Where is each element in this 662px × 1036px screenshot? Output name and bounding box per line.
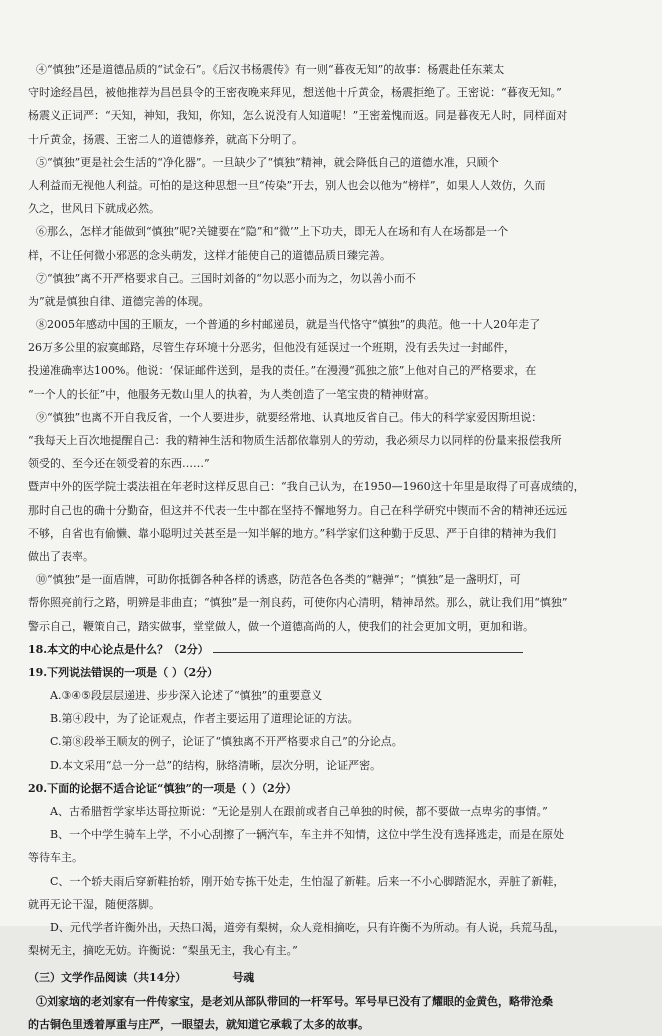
paragraph-8-line: “一个人的长征”中，他服务无数山里人的执着，为人类创造了一笔宝贵的精神财富。 <box>28 387 436 401</box>
question-20-option-d: D、元代学者许衡外出，天热口渴，道旁有梨树，众人竞相摘吃，只有许衡不为所动。有人说，兵荒马乱， <box>50 920 565 934</box>
exam-content <box>28 58 640 1036</box>
paragraph-7-line: ⑦“慎独”离不开严格要求自己。三国时刘备的“勿以恶小而为之，勿以善小而不 <box>36 271 416 285</box>
question-20-option-b: B、一个中学生骑车上学，不小心刮擦了一辆汽车，车主并不知情，这位中学生没有选择逃走，而是在原处 <box>50 828 565 842</box>
question-20-option-b-cont: 等待车主。 <box>28 851 83 865</box>
paragraph-4-line: ④“慎独”还是道德品质的“试金石”。《后汉书杨震传》有一则“暮夜无知”的故事：杨震赴任东莱太 <box>36 63 505 76</box>
question-19-option-c: C.第⑧段举王顺友的例子，论证了“慎独离不开严格要求自己”的分论点。 <box>50 735 403 749</box>
paragraph-4-line: 守时途经昌邑，被他推荐为昌邑县令的王密夜晚来拜见，想送他十斤黄金，杨震拒绝了。王密说：“暮夜无知。” <box>28 86 562 100</box>
question-19-option-a: A.③④⑤段层层递进、步步深入论述了“慎独”的重要意义 <box>50 689 323 703</box>
story-paragraph-1-line: ①刘家垴的老刘家有一件传家宝，是老刘从部队带回的一杆军号。军号早已没有了耀眼的金黄色，略带沧桑 <box>36 994 553 1008</box>
question-19-option-d: D.本文采用“总一分一总”的结构，脉络清晰，层次分明，论证严密。 <box>50 758 382 772</box>
question-20-option-d-cont: 梨树无主，摘吃无妨。许衡说：“梨虽无主，我心有主。” <box>28 944 298 958</box>
paragraph-5-line: 人利益而无视他人利益。可怕的是这种思想一旦“传染”开去，别人也会以他为“榜样”，如果人人效仿，久而 <box>28 178 546 192</box>
section-3-heading: （三）文学作品阅读（共14分） <box>28 971 187 985</box>
question-19-stem: 19.下列说法错误的一项是（ ）（2分） <box>28 665 219 679</box>
paragraph-5-line: ⑤“慎独”更是社会生活的“净化器”。一旦缺少了“慎独”精神，就会降低自己的道德水准，只顾个 <box>36 155 499 169</box>
question-18 <box>28 638 640 661</box>
paragraph-9-line: 领受的、至今还在领受着的东西……” <box>28 457 210 471</box>
paragraph-9-line: 那时自己也的确十分勤奋，但这并不代表一生中都在坚持不懈地努力。自己在科学研究中锲而不舍的精神还远远 <box>28 503 567 517</box>
paragraph-10-line: 警示自己，鞭策自己，踏实做事，堂堂做人，做一个道德高尚的人，使我们的社会更加文明，更加和谐。 <box>28 619 534 633</box>
paragraph-4-line: 十斤黄金，扬震、王密二人的道德修养，就高下分明了。 <box>28 132 303 146</box>
question-18-text: 18.本文的中心论点是什么？（2分） <box>28 642 209 656</box>
paragraph-4-line: 杨震义正词严：“天知，神知，我知，你知，怎么说没有人知道呢！”王密羞愧而返。同是暮夜无人时，同样面对 <box>28 109 568 123</box>
section-3-header <box>28 966 640 989</box>
paragraph-9-line: 做出了表率。 <box>28 549 94 563</box>
question-20-option-c-cont: 就再无论干湿，随便落脚。 <box>28 897 160 911</box>
paragraph-9-line: “我每天上百次地提醒自己：我的精神生活和物质生活都依靠别人的劳动，我必须尽力以同样的份量来报偿我所 <box>28 434 562 447</box>
paragraph-8-line: 26万多公里的寂寞邮路，尽管生存环境十分恶劣，但他没有延误过一个班期，没有丢失过一封邮件， <box>28 341 515 355</box>
story-title: 号魂 <box>232 971 255 985</box>
answer-blank-18[interactable] <box>213 640 523 653</box>
question-19-option-b: B.第④段中，为了论证观点，作者主要运用了道理论证的方法。 <box>50 712 359 726</box>
question-20-stem: 20.下面的论据不适合论证“慎独”的一项是（ ）（2分） <box>28 781 297 795</box>
paragraph-9-line: 不够，自省也有偷懒、靠小聪明过关甚至是一知半解的地方。”科学家们这种勤于反思、严于自律的精神为我们 <box>28 526 557 540</box>
paragraph-9-line: ⑨“慎独”也离不开自我反省，一个人要进步，就要经常地、认真地反省自己。伟大的科学家爱因斯坦说： <box>36 410 543 424</box>
question-20-option-c: C、一个轿夫雨后穿新鞋抬轿，刚开始专拣干处走，生怕湿了新鞋。后来一不小心脚踏泥水，弄脏了新鞋， <box>50 874 565 888</box>
paragraph-6-line: ⑥那么，怎样才能做到“慎独”呢?关键要在“隐”和“微’”上下功夫，即无人在场和有人在场都是一个 <box>36 225 509 239</box>
story-paragraph-1-line: 的古铜色里透着厚重与庄严，一眼望去，就知道它承载了太多的故事。 <box>28 1017 369 1031</box>
question-20-option-a: A、古希腊哲学家毕达哥拉斯说：“无论是别人在跟前或者自己单独的时候，都不要做一点卑劣的事情。” <box>50 805 548 818</box>
paragraph-6-line: 样，不让任何微小邪恶的念头萌发，这样才能使自己的道德品质日臻完善。 <box>28 248 391 262</box>
paragraph-10-line: 帮你照亮前行之路，明辨是非曲直；“慎独”是一剂良药，可使你内心清明，精神昂然。那么，就让我们用“慎独” <box>28 596 568 610</box>
paragraph-9-line: 暨声中外的医学院士裘法祖在年老时这样反思自己：“我自己认为，在1950—1960这十年里是取得了可喜成绩的， <box>28 480 585 494</box>
paragraph-7-line: 为”就是慎独自律、道德完善的体现。 <box>28 294 210 308</box>
paragraph-5-line: 久之，世风日下就成必然。 <box>28 202 160 216</box>
paragraph-8-line: 投递准确率达100%。他说：‘保证邮件送到，是我的责任。”在漫漫“孤独之旅”上他对自己的严格要求，在 <box>28 364 537 378</box>
paragraph-8-line: ⑧2005年感动中国的王顺友，一个普通的乡村邮递员，就是当代恪守“慎独”的典范。他一十人20年走了 <box>36 318 541 332</box>
paragraph-10-line: ⑩“慎独”是一面盾牌，可助你抵御各种各样的诱惑，防范各色各类的“糖弹”；“慎独”是一盏明灯，可 <box>36 573 521 587</box>
